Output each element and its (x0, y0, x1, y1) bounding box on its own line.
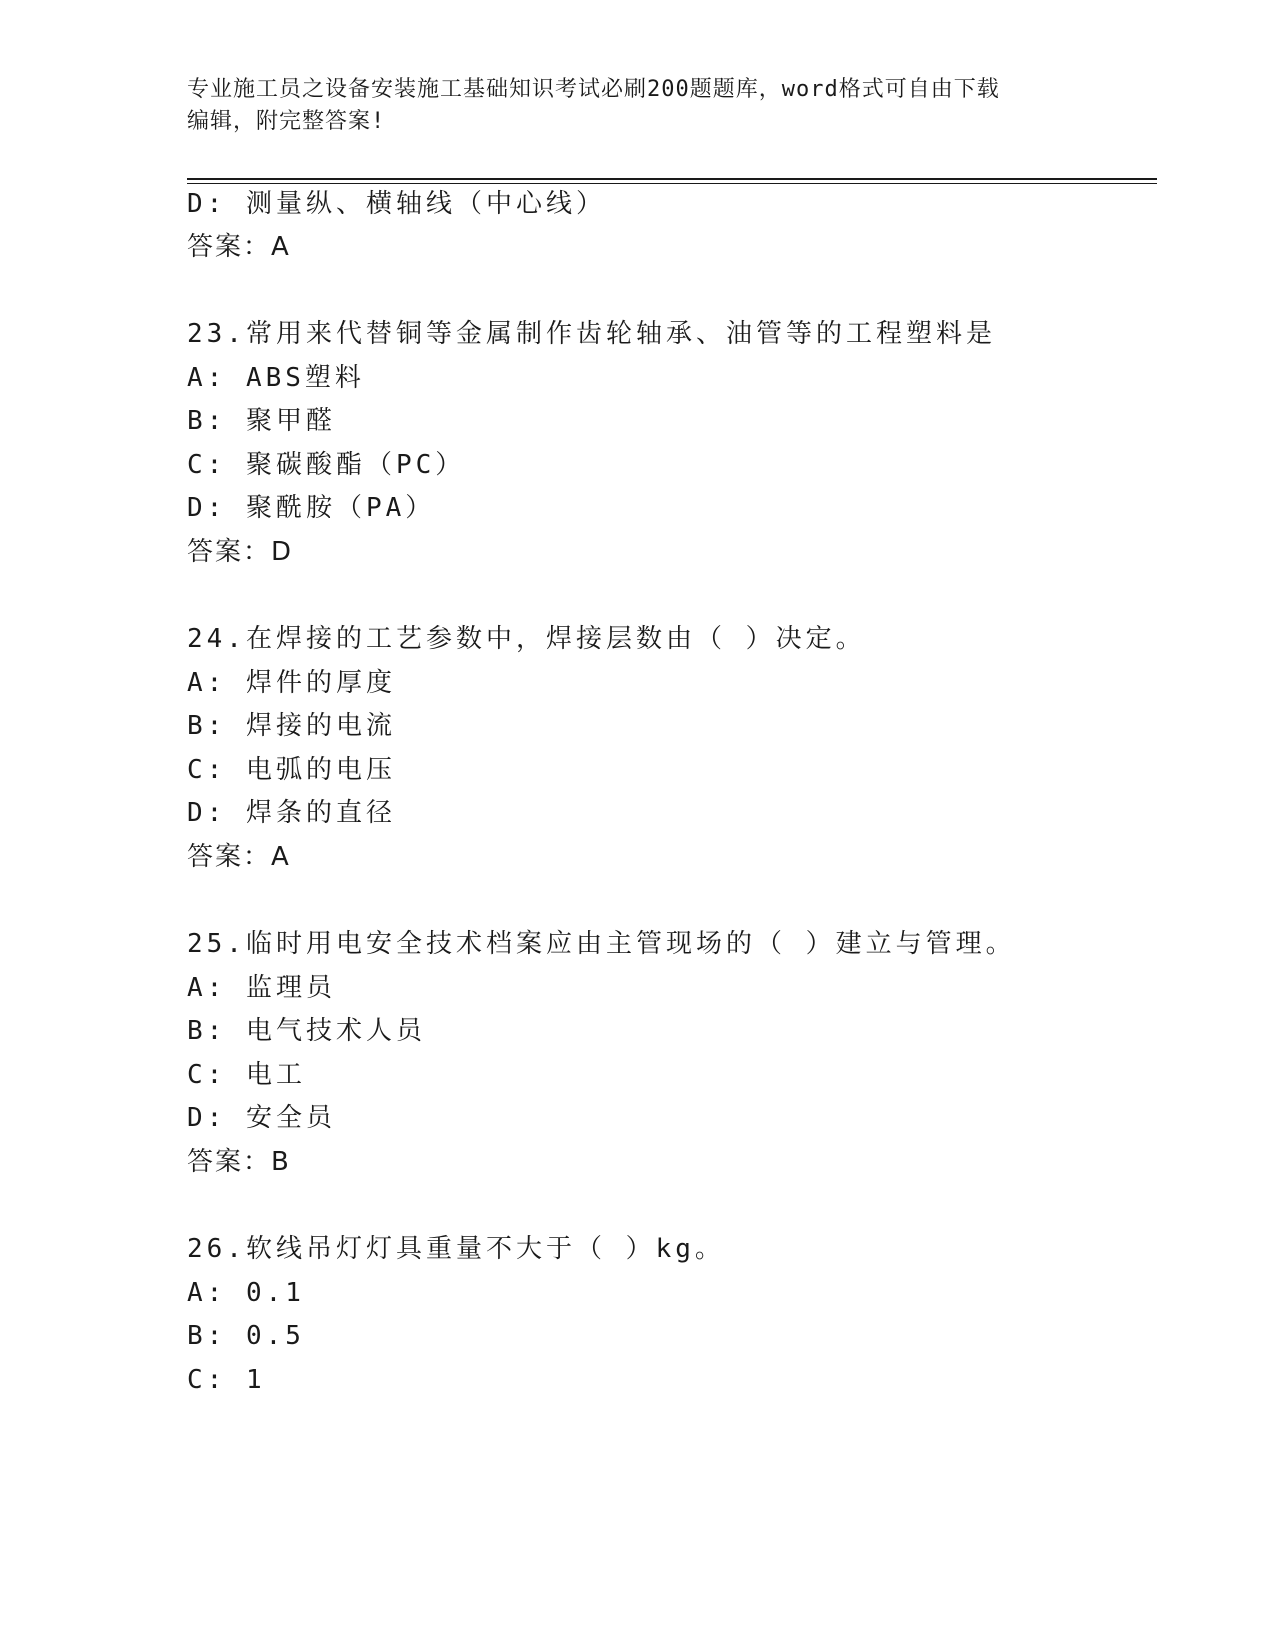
q22-answer: 答案：A (187, 232, 291, 262)
document-header (187, 74, 1067, 138)
q24-option-b: B: 焊接的电流 (187, 711, 396, 741)
q24-answer: 答案：A (187, 842, 291, 872)
q24-option-c: C: 电弧的电压 (187, 755, 396, 785)
q23-option-c: C: 聚碳酸酯（PC） (187, 450, 466, 480)
q22-option-d: D: 测量纵、横轴线（中心线） (187, 189, 606, 219)
q26-question: 26.软线吊灯灯具重量不大于（ ）kg。 (187, 1234, 725, 1264)
q26-option-b: B: 0.5 (187, 1321, 305, 1351)
header-divider-thick (187, 178, 1157, 180)
q25-option-a: A: 监理员 (187, 973, 336, 1003)
header-line-1: 专业施工员之设备安装施工基础知识考试必刷200题题库，word格式可自由下载 (187, 77, 1000, 102)
q23-answer: 答案：D (187, 537, 294, 567)
q23-option-b: B: 聚甲醛 (187, 406, 336, 436)
q25-option-d: D: 安全员 (187, 1103, 336, 1133)
q23-question: 23.常用来代替铜等金属制作齿轮轴承、油管等的工程塑料是 (187, 319, 996, 349)
q25-option-b: B: 电气技术人员 (187, 1016, 426, 1046)
q25-answer: 答案：B (187, 1147, 291, 1177)
q24-question: 24.在焊接的工艺参数中，焊接层数由（ ）决定。 (187, 624, 866, 654)
q25-option-c: C: 电工 (187, 1060, 306, 1090)
q24-option-a: A: 焊件的厚度 (187, 668, 396, 698)
q25-question: 25.临时用电安全技术档案应由主管现场的（ ）建立与管理。 (187, 929, 1016, 959)
q24-option-d: D: 焊条的直径 (187, 798, 396, 828)
q26-option-a: A: 0.1 (187, 1278, 305, 1308)
q26-option-c: C: 1 (187, 1365, 266, 1395)
q23-option-d: D: 聚酰胺（PA） (187, 493, 436, 523)
header-divider-thin (187, 183, 1157, 184)
q23-option-a: A: ABS塑料 (187, 363, 365, 393)
header-line-2: 编辑，附完整答案! (187, 109, 386, 134)
